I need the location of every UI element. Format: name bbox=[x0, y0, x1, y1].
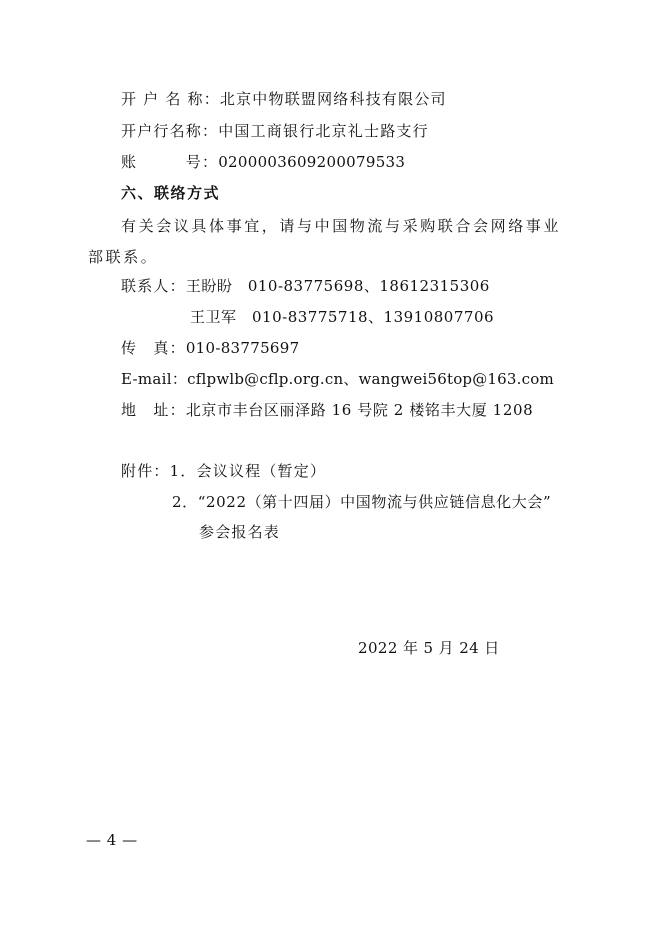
address-row bbox=[121, 400, 533, 420]
attachment-row-2-continued bbox=[199, 522, 280, 542]
contact-intro-paragraph: 有关会议具体事宜，请与中国物流与采购联合会网络事业部联系。 bbox=[88, 217, 562, 266]
fax-row bbox=[121, 338, 299, 358]
attachment-row-1 bbox=[121, 461, 326, 481]
address-value: 北京市丰台区丽泽路 16 号院 2 楼铭丰大厦 1208 bbox=[185, 401, 534, 419]
contact-person-row-1 bbox=[121, 276, 490, 296]
fax-label: 传 真： bbox=[121, 339, 186, 357]
document-date: 2022 年 5 月 24 日 bbox=[358, 639, 500, 657]
attachment-item-1: 1．会议议程（暂定） bbox=[169, 462, 327, 480]
account-name-label: 开 户 名 称： bbox=[121, 90, 220, 108]
contact-person-1: 王盼盼 010-83775698、18612315306 bbox=[185, 277, 490, 295]
attachment-item-2-continued: 参会报名表 bbox=[199, 523, 281, 541]
attachment-item-2: 2．“2022（第十四届）中国物流与供应链信息化大会” bbox=[172, 493, 552, 511]
address-label: 地 址： bbox=[121, 401, 186, 419]
contact-person-2: 王卫军 010-83775718、13910807706 bbox=[190, 308, 495, 326]
email-label: E-mail： bbox=[121, 370, 188, 388]
bank-name-value: 中国工商银行北京礼士路支行 bbox=[218, 122, 429, 140]
bank-name-row bbox=[121, 121, 429, 141]
contacts-label: 联系人： bbox=[121, 277, 186, 295]
bank-name-label: 开户行名称： bbox=[121, 122, 219, 140]
email-value: cflpwlb@cflp.org.cn、wangwei56top@163.com bbox=[187, 370, 554, 388]
account-number-row bbox=[121, 152, 405, 172]
account-number-label: 账 号： bbox=[121, 153, 219, 171]
account-name-value: 北京中物联盟网络科技有限公司 bbox=[219, 90, 447, 108]
account-number-value: 0200003609200079533 bbox=[218, 153, 406, 171]
contact-person-row-2 bbox=[190, 307, 494, 327]
account-name-row bbox=[121, 89, 447, 109]
fax-value: 010-83775697 bbox=[185, 339, 300, 357]
contact-section-heading: 六、联络方式 bbox=[121, 184, 221, 202]
email-row bbox=[121, 369, 554, 389]
page-number: — 4 — bbox=[86, 831, 138, 849]
attachments-label: 附件： bbox=[121, 462, 170, 480]
attachment-row-2 bbox=[172, 492, 551, 512]
